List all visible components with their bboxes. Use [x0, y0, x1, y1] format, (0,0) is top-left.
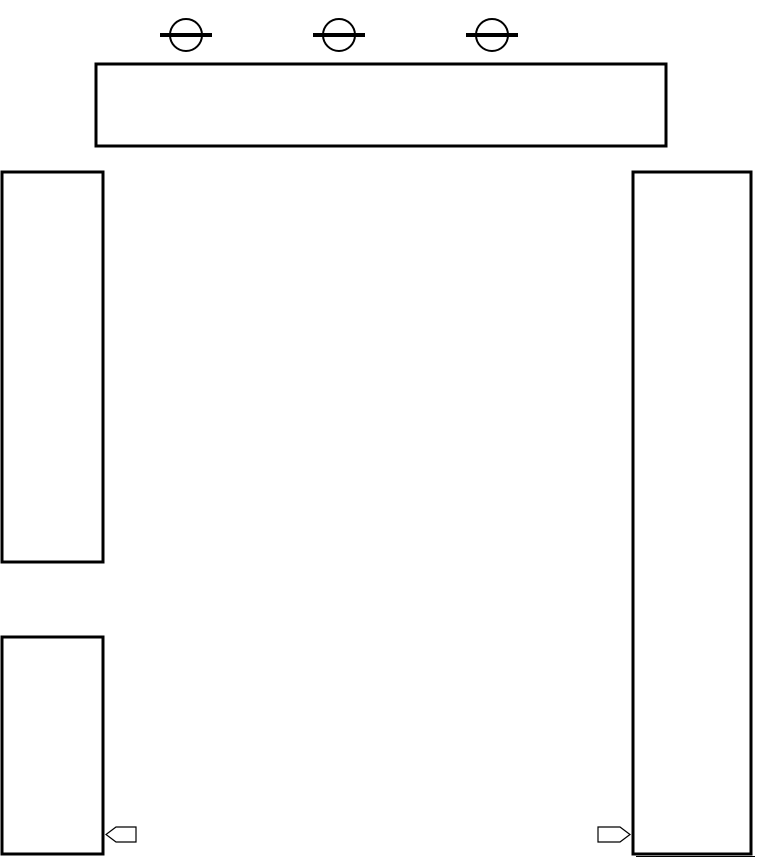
- current-block: [2, 172, 103, 562]
- current-transformer-phase-1: [160, 19, 212, 51]
- voltage-output-connector: [106, 827, 136, 842]
- voltage-input-connector: [598, 827, 630, 842]
- voltage-block: [2, 637, 136, 854]
- reference-meter-box: [633, 172, 751, 854]
- voltage-block-box: [2, 637, 103, 854]
- current-transformer-phase-3: [466, 19, 518, 51]
- meter-terminal-block: [96, 64, 666, 146]
- current-block-box: [2, 172, 103, 562]
- current-transformer-phase-2: [313, 19, 365, 51]
- meter-box: [96, 64, 666, 146]
- current-transformers: [160, 19, 518, 51]
- reference-meter-block: [598, 172, 755, 857]
